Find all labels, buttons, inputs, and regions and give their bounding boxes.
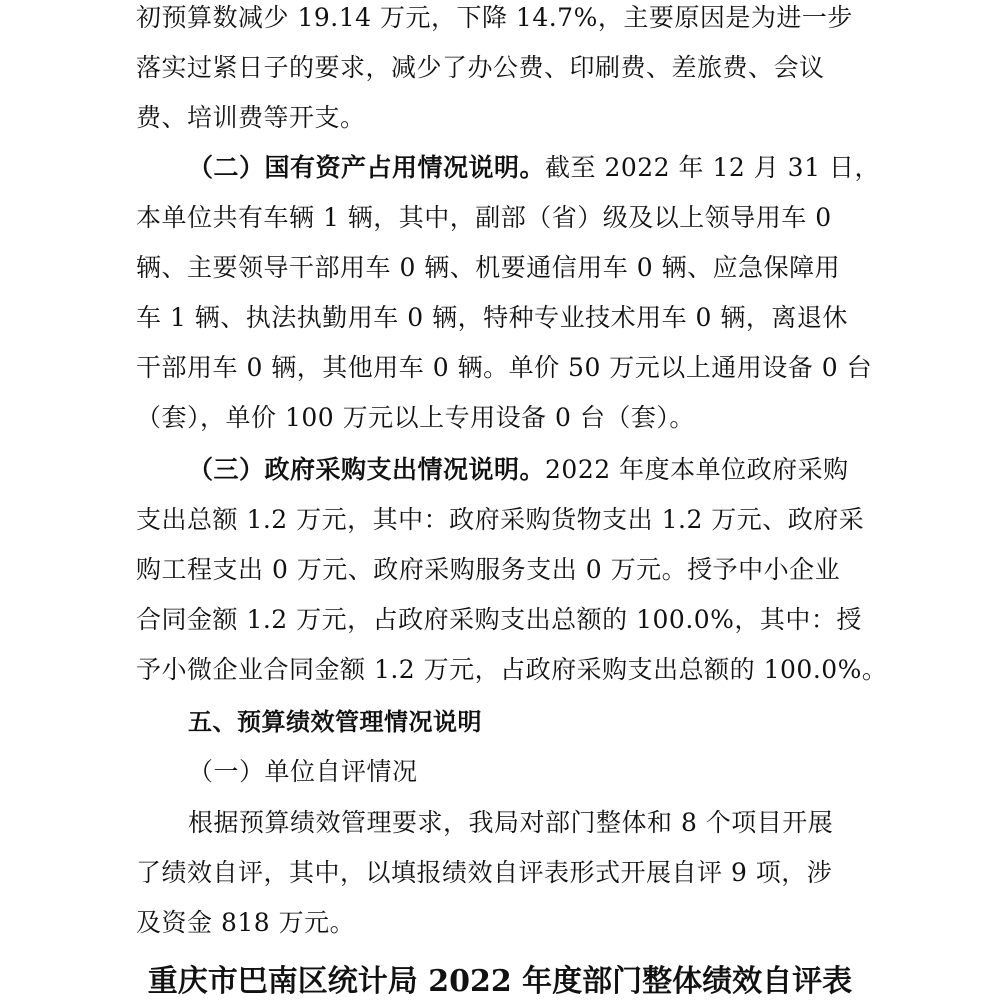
paragraph-line: 本单位共有车辆 1 辆，其中，副部（省）级及以上领导用车 0 bbox=[136, 203, 832, 232]
paragraph-line: 初预算数减少 19.14 万元，下降 14.7%，主要原因是为进一步 bbox=[136, 3, 853, 32]
paragraph-line: 落实过紧日子的要求，减少了办公费、印刷费、差旅费、会议 bbox=[136, 53, 825, 82]
paragraph-line: （套），单价 100 万元以上专用设备 0 台（套）。 bbox=[136, 403, 695, 432]
assets-first-line bbox=[188, 153, 880, 183]
paragraph-line: 予小微企业合同金额 1.2 万元，占政府采购支出总额的 100.0%。 bbox=[136, 655, 888, 684]
paragraph-line: 购工程支出 0 万元、政府采购服务支出 0 万元。授予中小企业 bbox=[136, 555, 841, 584]
section-subheading: （一）单位自评情况 bbox=[188, 757, 418, 786]
procurement-lead: （三）政府采购支出情况说明。 bbox=[188, 455, 546, 484]
paragraph-line: 车 1 辆、执法执勤用车 0 辆，特种专业技术用车 0 辆，离退休 bbox=[136, 303, 848, 332]
paragraph-line: 干部用车 0 辆，其他用车 0 辆。单价 50 万元以上通用设备 0 台 bbox=[136, 353, 873, 382]
paragraph-line: 及资金 818 万元。 bbox=[136, 908, 356, 937]
paragraph-line: 费、培训费等开支。 bbox=[136, 103, 366, 132]
assets-first-rest: 截至 2022 年 12 月 31 日， bbox=[545, 153, 880, 182]
table-title: 重庆市巴南区统计局 2022 年度部门整体绩效自评表 bbox=[147, 964, 853, 999]
paragraph-line: 根据预算绩效管理要求，我局对部门整体和 8 个项目开展 bbox=[188, 808, 834, 837]
procurement-first-rest: 2022 年度本单位政府采购 bbox=[545, 455, 849, 484]
paragraph-line: 辆、主要领导干部用车 0 辆、机要通信用车 0 辆、应急保障用 bbox=[136, 253, 841, 282]
assets-lead: （二）国有资产占用情况说明。 bbox=[188, 153, 546, 182]
paragraph-line: 合同金额 1.2 万元，占政府采购支出总额的 100.0%，其中：授 bbox=[136, 605, 862, 634]
procurement-first-line bbox=[188, 455, 849, 485]
paragraph-line: 支出总额 1.2 万元，其中：政府采购货物支出 1.2 万元、政府采 bbox=[136, 505, 865, 534]
paragraph-line: 了绩效自评，其中，以填报绩效自评表形式开展自评 9 项，涉 bbox=[136, 858, 833, 887]
section-heading: 五、预算绩效管理情况说明 bbox=[188, 708, 482, 736]
